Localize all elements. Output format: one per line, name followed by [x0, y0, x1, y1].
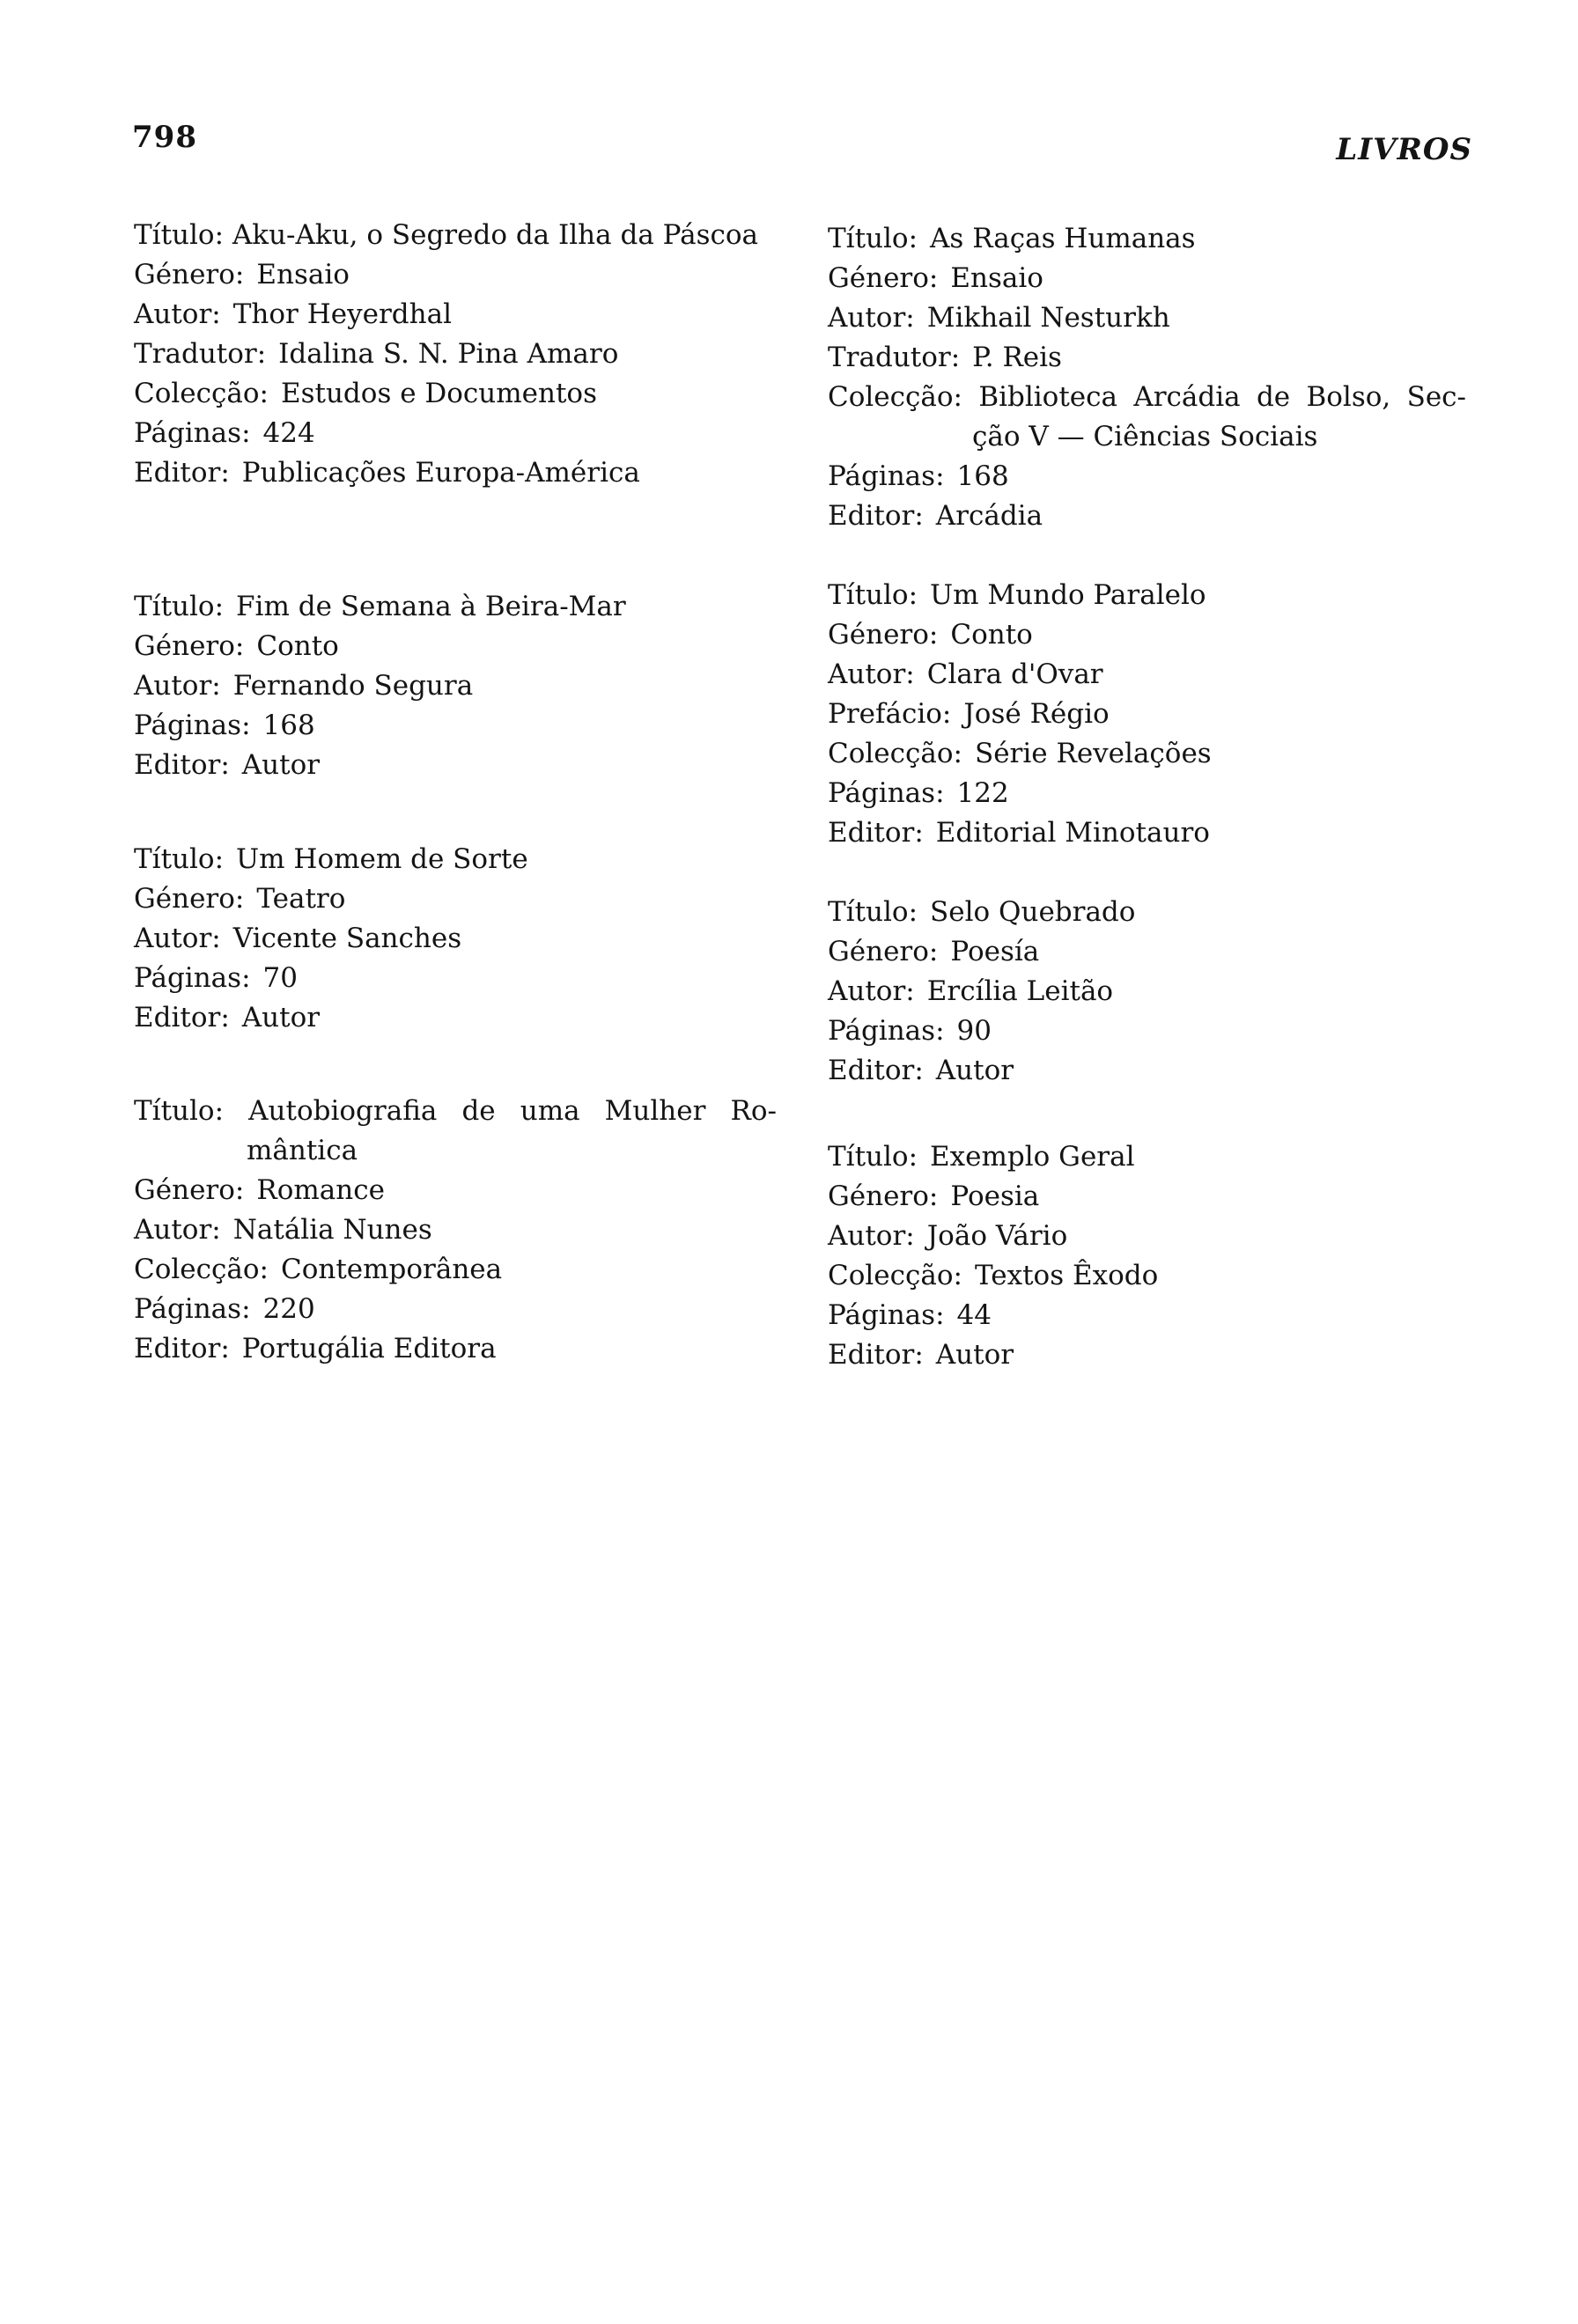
entry-title: Título: Um Mundo Paralelo [828, 579, 1206, 611]
entry-collection: Colecção: Estudos e Documentos [134, 378, 597, 409]
entry-pages: Páginas: 168 [828, 460, 1009, 492]
book-entry-um-mundo-paralelo [828, 576, 1466, 853]
entry-collection: Colecção: Série Revelações [828, 738, 1212, 769]
entry-genre: Género: Romance [134, 1174, 385, 1206]
entry-pages: Páginas: 220 [134, 1293, 315, 1325]
book-entry-um-homem-de-sorte [134, 840, 777, 1038]
entry-publisher: Editor: Autor [134, 1002, 321, 1033]
entry-genre: Género: Poesia [828, 1180, 1040, 1212]
entry-genre: Género: Conto [134, 630, 339, 662]
entry-pages: Páginas: 424 [134, 417, 315, 449]
entry-collection: Colecção: Contemporânea [134, 1254, 503, 1285]
entry-translator: Tradutor: P. Reis [828, 342, 1062, 373]
book-entry-as-racas-humanas [828, 219, 1466, 536]
entry-publisher: Editor: Autor [828, 1055, 1014, 1086]
entry-genre: Género: Poesía [828, 936, 1040, 967]
entry-pages: Páginas: 90 [828, 1015, 992, 1047]
entry-title: Título: As Raças Humanas [828, 223, 1196, 254]
book-entry-exemplo-geral [828, 1137, 1466, 1375]
section-title: LIVROS [1336, 132, 1472, 167]
entry-genre: Género: Conto [828, 619, 1033, 651]
book-entry-autobiografia [134, 1092, 777, 1369]
entry-author: Autor: Ercília Leitão [828, 975, 1114, 1007]
entry-pages: Páginas: 44 [828, 1299, 992, 1331]
entry-publisher: Editor: Editorial Minotauro [828, 817, 1210, 849]
page-number: 798 [132, 120, 197, 155]
entry-author: Autor: Clara d'Ovar [828, 658, 1103, 690]
entry-publisher: Editor: Portugália Editora [134, 1333, 497, 1364]
entry-author: Autor: Vicente Sanches [134, 923, 462, 954]
book-entry-selo-quebrado [828, 893, 1466, 1091]
entry-title: Título: Um Homem de Sorte [134, 843, 528, 875]
entry-genre: Género: Teatro [134, 883, 346, 915]
entry-pages: Páginas: 70 [134, 962, 298, 994]
entry-author: Autor: Mikhail Nesturkh [828, 302, 1170, 334]
entry-title: Título: Selo Quebrado [828, 896, 1136, 928]
entry-author: Autor: Fernando Segura [134, 670, 474, 702]
entry-title: Título: Autobiografia de uma Mulher Ro-mântica [134, 1095, 777, 1166]
entry-author: Autor: João Vário [828, 1220, 1068, 1252]
entry-pages: Páginas: 168 [134, 710, 315, 741]
entry-title: Título: Aku-Aku, o Segredo da Ilha da Páscoa [134, 219, 759, 251]
entry-title: Título: Fim de Semana à Beira-Mar [134, 591, 626, 622]
entry-publisher: Editor: Autor [134, 749, 321, 781]
entry-collection: Colecção: Textos Êxodo [828, 1260, 1159, 1291]
entry-publisher: Editor: Arcádia [828, 500, 1043, 532]
entry-translator: Tradutor: Idalina S. N. Pina Amaro [134, 338, 619, 370]
entry-preface: Prefácio: José Régio [828, 698, 1110, 730]
entry-title: Título: Exemplo Geral [828, 1141, 1135, 1173]
book-entry-fim-de-semana [134, 587, 777, 785]
entry-genre: Género: Ensaio [828, 262, 1043, 294]
entry-author: Autor: Natália Nunes [134, 1214, 432, 1246]
book-entry-aku-aku [134, 216, 777, 493]
entry-author: Autor: Thor Heyerdhal [134, 298, 452, 330]
entry-genre: Género: Ensaio [134, 259, 350, 290]
entry-pages: Páginas: 122 [828, 777, 1009, 809]
entry-publisher: Editor: Autor [828, 1339, 1014, 1371]
entry-publisher: Editor: Publicações Europa-América [134, 457, 640, 489]
entry-collection: Colecção: Biblioteca Arcádia de Bolso, Sec-ção V — Ciências Sociais [828, 381, 1467, 452]
